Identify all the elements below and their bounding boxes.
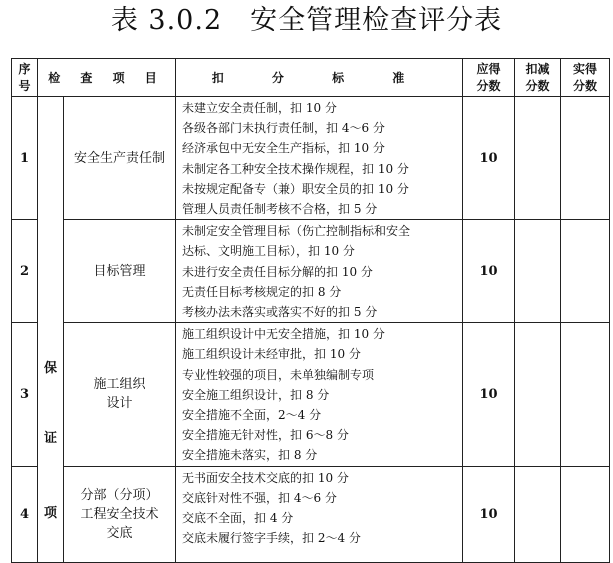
criterion-line: 未建立安全责任制，扣 10 分 (182, 101, 337, 115)
deducted-score-cell[interactable] (515, 220, 561, 323)
actual-score-cell[interactable] (561, 466, 610, 562)
criterion-line: 安全措施不全面，2～4 分 (182, 408, 322, 423)
table-row (12, 323, 610, 466)
criterion-line: 未制定安全管理目标（伤亡控制指标和安全 (182, 224, 411, 239)
deduction-criteria (176, 323, 463, 466)
row-number: 3 (12, 323, 38, 466)
criterion-line: 安全措施未落实，扣 8 分 (182, 448, 318, 463)
criterion-line: 管理人员责任制考核不合格，扣 5 分 (182, 202, 378, 217)
criterion-line: 专业性较强的项目，未单独编制专项 (182, 367, 375, 382)
criterion-line: 交底不全面，扣 4 分 (182, 511, 294, 526)
actual-score-cell[interactable] (561, 220, 610, 323)
deduction-criteria (176, 466, 463, 562)
category-char: 保 (43, 361, 57, 376)
criterion-line: 无书面安全技术交底的扣 10 分 (182, 470, 349, 485)
row-number: 1 (12, 97, 38, 220)
deducted-score-cell[interactable] (515, 97, 561, 220)
due-score: 10 (463, 323, 515, 466)
criterion-line: 安全措施无针对性，扣 6～8 分 (182, 428, 349, 443)
criterion-line: 未制定各工种安全技术操作规程，扣 10 分 (182, 161, 409, 176)
category-char: 证 (43, 431, 57, 446)
header-item: 检 查 项 目 (38, 59, 176, 97)
criterion-line: 交底针对性不强，扣 4～6 分 (182, 490, 337, 505)
header-deducted-score: 扣减分数 (515, 59, 561, 97)
item-name: 分部（分项）工程安全技术交底 (64, 466, 176, 562)
item-name: 施工组织设计 (64, 323, 176, 466)
item-name: 目标管理 (64, 220, 176, 323)
due-score: 10 (463, 466, 515, 562)
safety-score-table (11, 58, 610, 563)
criterion-line: 施工组织设计中无安全措施，扣 10 分 (182, 327, 385, 342)
criterion-line: 经济承包中无安全生产指标，扣 10 分 (182, 141, 385, 156)
criterion-line: 无责任目标考核规定的扣 8 分 (182, 284, 342, 299)
criterion-line: 安全施工组织设计，扣 8 分 (182, 387, 330, 402)
deducted-score-cell[interactable] (515, 466, 561, 562)
actual-score-cell[interactable] (561, 97, 610, 220)
criterion-line: 各级各部门未执行责任制，扣 4～6 分 (182, 121, 385, 136)
criterion-line: 考核办法未落实或落实不好的扣 5 分 (182, 305, 378, 320)
due-score: 10 (463, 220, 515, 323)
deduction-criteria (176, 220, 463, 323)
criterion-line: 未进行安全责任目标分解的扣 10 分 (182, 264, 373, 279)
header-due-score: 应得分数 (463, 59, 515, 97)
row-number: 4 (12, 466, 38, 562)
header-no: 序号 (12, 59, 38, 97)
header-row (12, 59, 610, 97)
criterion-line: 交底未履行签字手续，扣 2～4 分 (182, 531, 361, 546)
due-score: 10 (463, 97, 515, 220)
row-number: 2 (12, 220, 38, 323)
table-title: 表 3.0.2 安全管理检查评分表 (110, 5, 503, 36)
deducted-score-cell[interactable] (515, 323, 561, 466)
criterion-line: 未按规定配备专（兼）职安全员的扣 10 分 (182, 181, 409, 196)
category-char: 项 (43, 506, 57, 521)
deduction-criteria (176, 97, 463, 220)
criterion-line: 达标、文明施工目标），扣 10 分 (182, 244, 355, 259)
table-row (12, 466, 610, 562)
criterion-line: 施工组织设计未经审批，扣 10 分 (182, 347, 361, 362)
table-row (12, 97, 610, 220)
header-actual-score: 实得分数 (561, 59, 610, 97)
table-row (12, 220, 610, 323)
header-criteria: 扣 分 标 准 (176, 59, 463, 97)
category-guarantee-items (38, 97, 64, 563)
item-name: 安全生产责任制 (64, 97, 176, 220)
actual-score-cell[interactable] (561, 323, 610, 466)
